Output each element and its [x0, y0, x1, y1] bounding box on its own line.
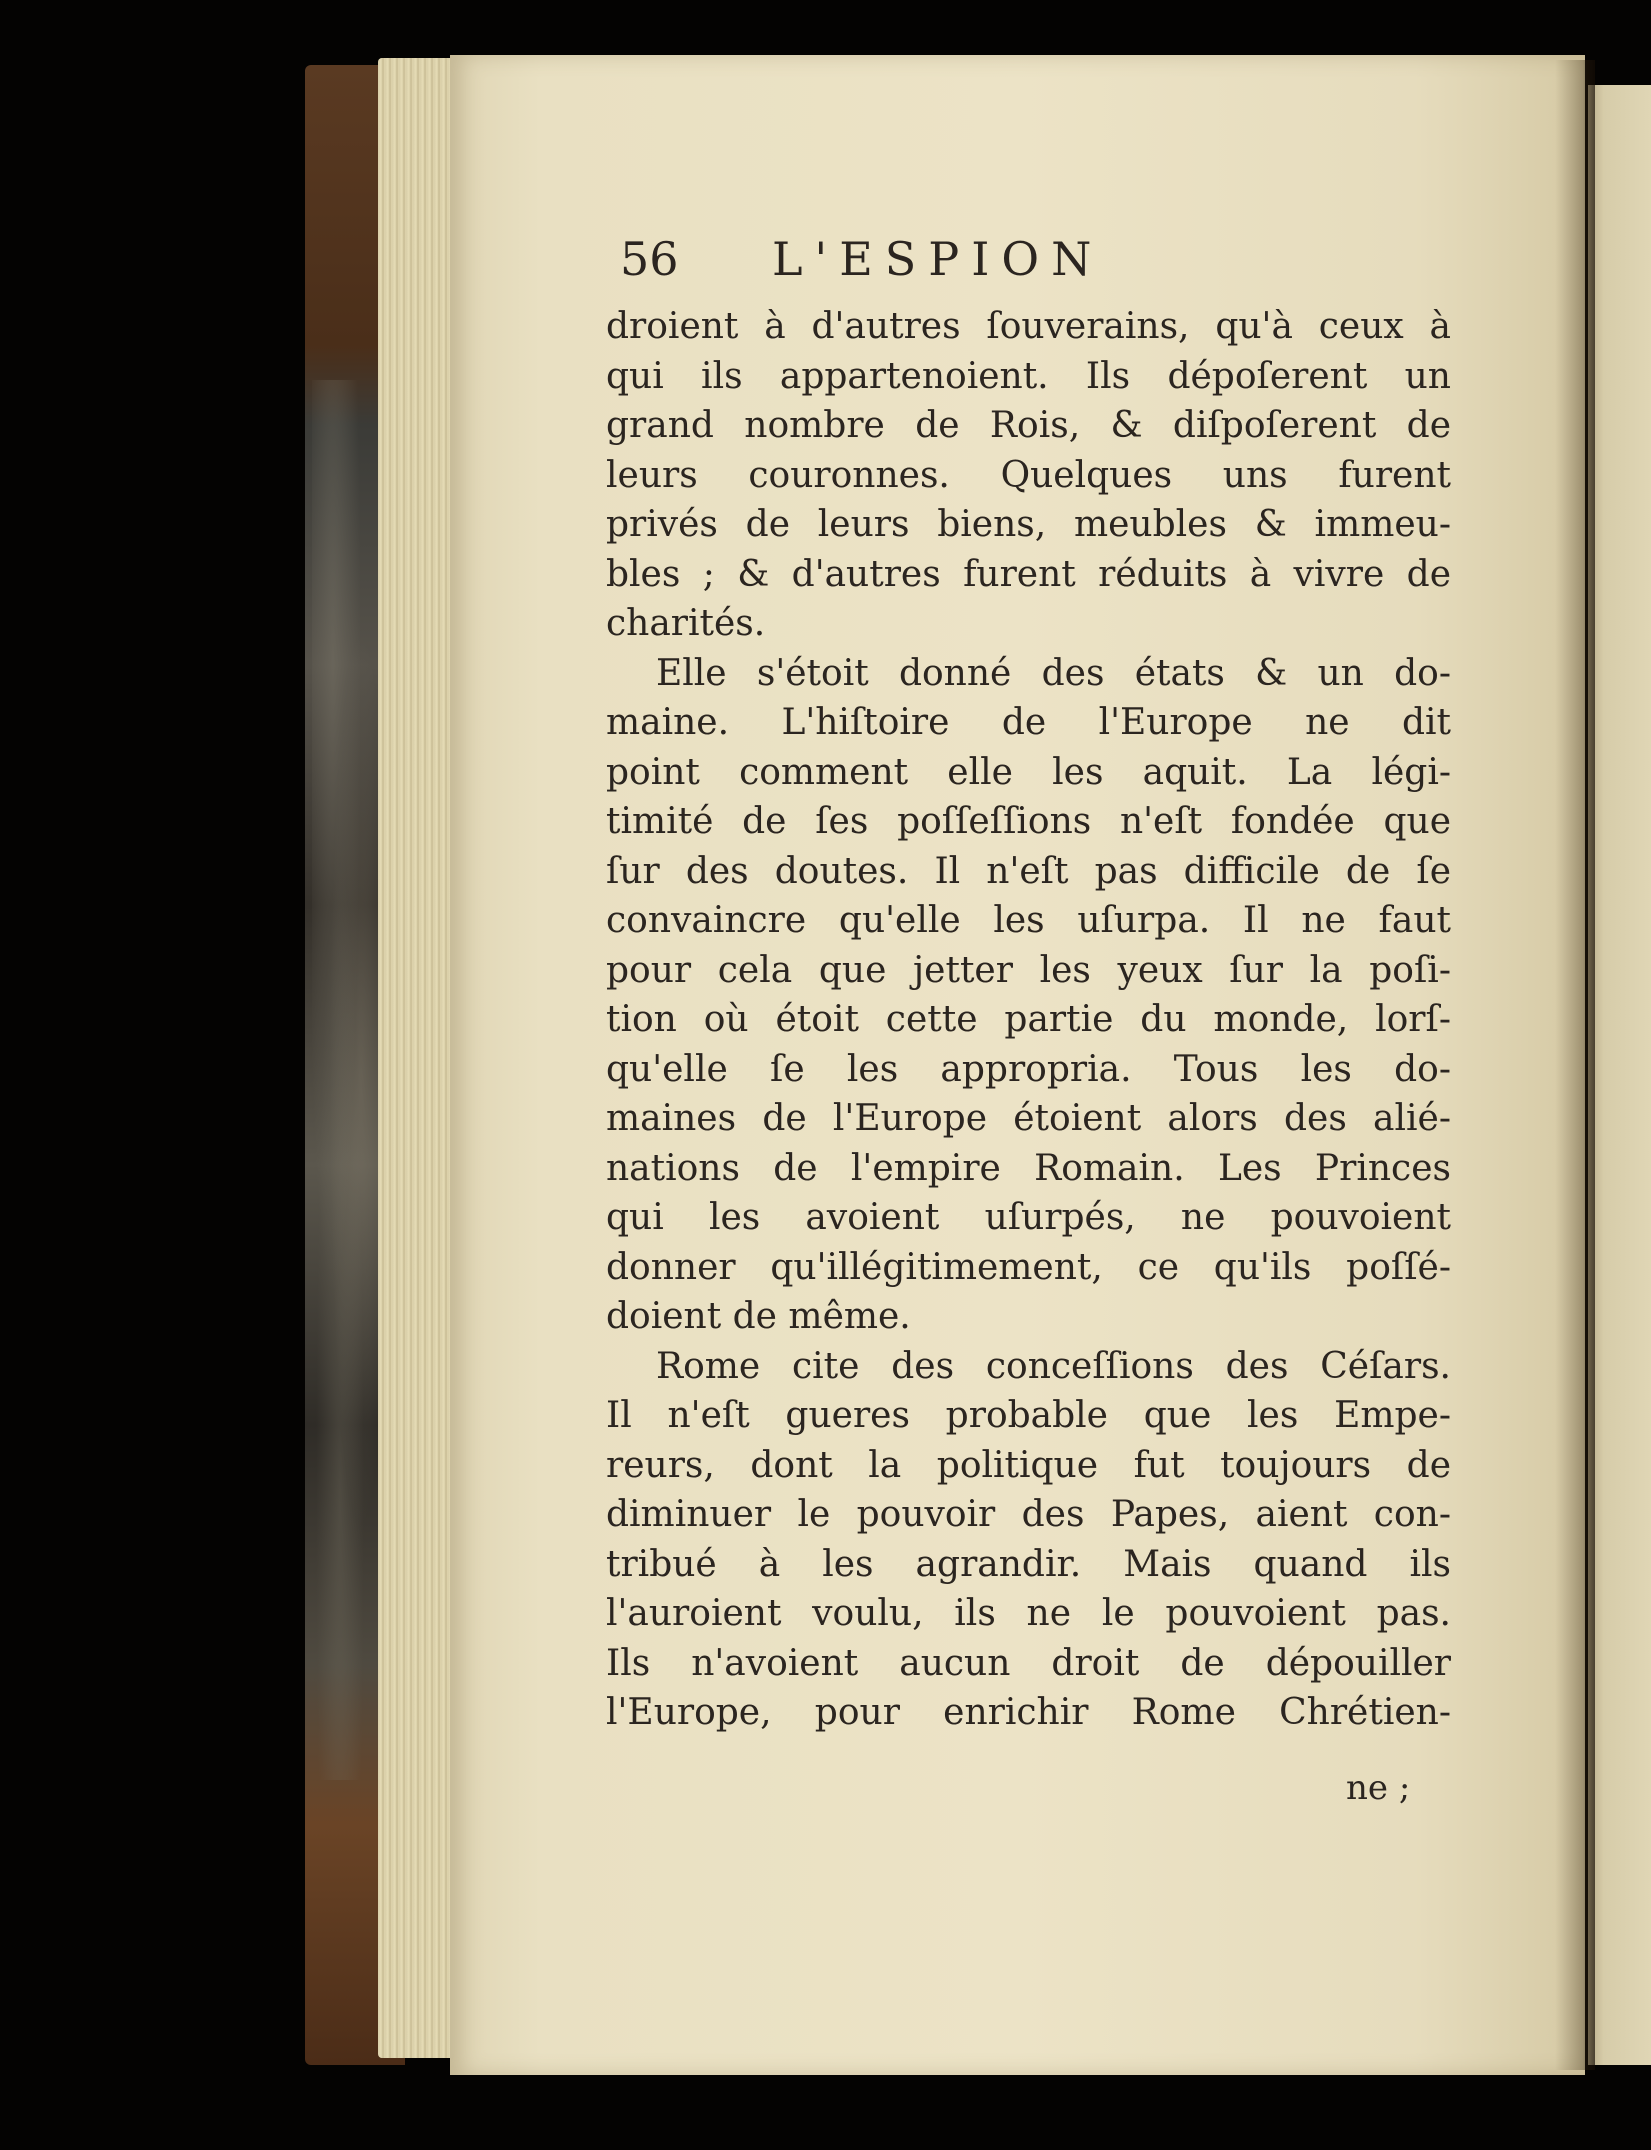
text-line: ſur des doutes. Il n'eſt pas difficile de ſe: [606, 850, 1451, 892]
text-line: maine. L'hiſtoire de l'Europe ne dit: [606, 702, 1451, 743]
text-line: qui les avoient uſurpés, ne pouvoient: [606, 1197, 1451, 1238]
text-line: qui ils appartenoient. Ils dépoſerent un: [606, 355, 1451, 397]
text-line: reurs, dont la politique fut toujours de: [606, 1444, 1451, 1486]
text-line: diminuer le pouvoir des Papes, aient con-: [606, 1494, 1451, 1535]
text-line: doient de même.: [606, 1296, 911, 1337]
page-edges: [378, 58, 458, 2058]
text-line: Il n'eſt gueres probable que les Empe-: [606, 1395, 1451, 1436]
text-line: charités.: [606, 603, 766, 644]
text-line: tion où étoit cette partie du monde, lorſ-: [606, 999, 1451, 1040]
text-line: qu'elle ſe les appropria. Tous les do-: [606, 1048, 1451, 1090]
gutter-shadow: [1555, 60, 1595, 2070]
facing-page-edge: [1588, 85, 1651, 2065]
catchword: ne ;: [1346, 1768, 1411, 1808]
running-title: L'ESPION: [772, 232, 1104, 286]
page-number: 56: [620, 232, 679, 286]
text-line: Ils n'avoient aucun droit de dépouiller: [606, 1642, 1451, 1684]
text-line: pour cela que jetter les yeux ſur la poſi-: [606, 949, 1451, 991]
body-text: [606, 302, 1451, 1738]
text-line: l'auroient voulu, ils ne le pouvoient pas.: [606, 1593, 1451, 1634]
text-line: Rome cite des conceſſions des Céſars.: [656, 1345, 1451, 1387]
text-line: grand nombre de Rois, & diſpoſerent de: [606, 405, 1451, 446]
running-head: [620, 232, 1435, 302]
text-line: convaincre qu'elle les uſurpa. Il ne faut: [606, 900, 1451, 941]
text-line: l'Europe, pour enrichir Rome Chrétien-: [606, 1692, 1451, 1733]
text-line: maines de l'Europe étoient alors des alié-: [606, 1098, 1451, 1139]
text-line: Elle s'étoit donné des états & un do-: [656, 652, 1451, 694]
marbled-board: [312, 380, 382, 1780]
text-line: timité de ſes poſſeſſions n'eſt fondée que: [606, 801, 1451, 842]
text-line: donner qu'illégitimement, ce qu'ils poſſé-: [606, 1246, 1451, 1288]
text-line: point comment elle les aquit. La légi-: [606, 751, 1451, 793]
text-line: tribué à les agrandir. Mais quand ils: [606, 1543, 1451, 1585]
text-line: privés de leurs biens, meubles & immeu-: [606, 504, 1451, 545]
text-line: nations de l'empire Romain. Les Princes: [606, 1147, 1451, 1189]
text-line: leurs couronnes. Quelques uns furent: [606, 454, 1451, 496]
text-line: droient à d'autres ſouverains, qu'à ceux à: [606, 306, 1451, 347]
text-line: bles ; & d'autres furent réduits à vivre de: [606, 553, 1451, 595]
